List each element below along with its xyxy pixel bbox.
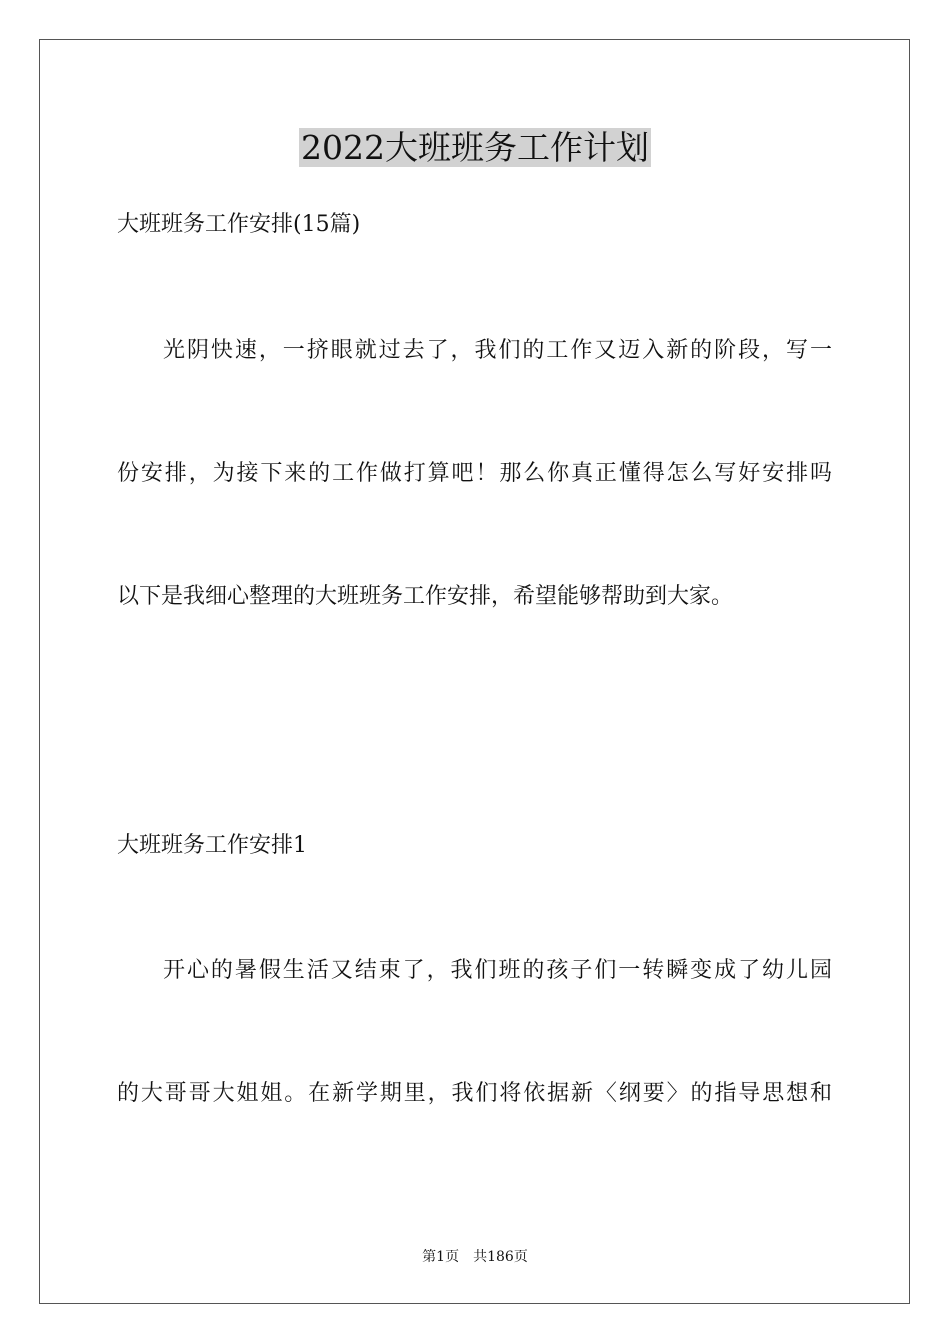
page-total: 共186页: [473, 1249, 528, 1265]
document-title: [0, 126, 950, 170]
page-number: 第1页: [422, 1249, 460, 1265]
paragraph-1-line-2: 份安排，为接下来的工作做打算吧！那么你真正懂得怎么写好安排吗: [117, 461, 832, 486]
paragraph-2-line-2: 的大哥哥大姐姐。在新学期里，我们将依据新〈纲要〉的指导思想和: [117, 1081, 832, 1106]
page-footer: [0, 1247, 950, 1267]
paragraph-1-line-3: 以下是我细心整理的大班班务工作安排，希望能够帮助到大家。: [117, 584, 734, 609]
paragraph-1-line-1: 光阴快速，一挤眼就过去了，我们的工作又迈入新的阶段，写一: [163, 338, 832, 363]
document-subtitle: 大班班务工作安排(15篇): [117, 212, 361, 237]
paragraph-2-line-1: 开心的暑假生活又结束了，我们班的孩子们一转瞬变成了幼儿园: [163, 958, 832, 983]
document-title-text: 2022大班班务工作计划: [301, 128, 649, 167]
section-heading: 大班班务工作安排1: [117, 833, 307, 858]
